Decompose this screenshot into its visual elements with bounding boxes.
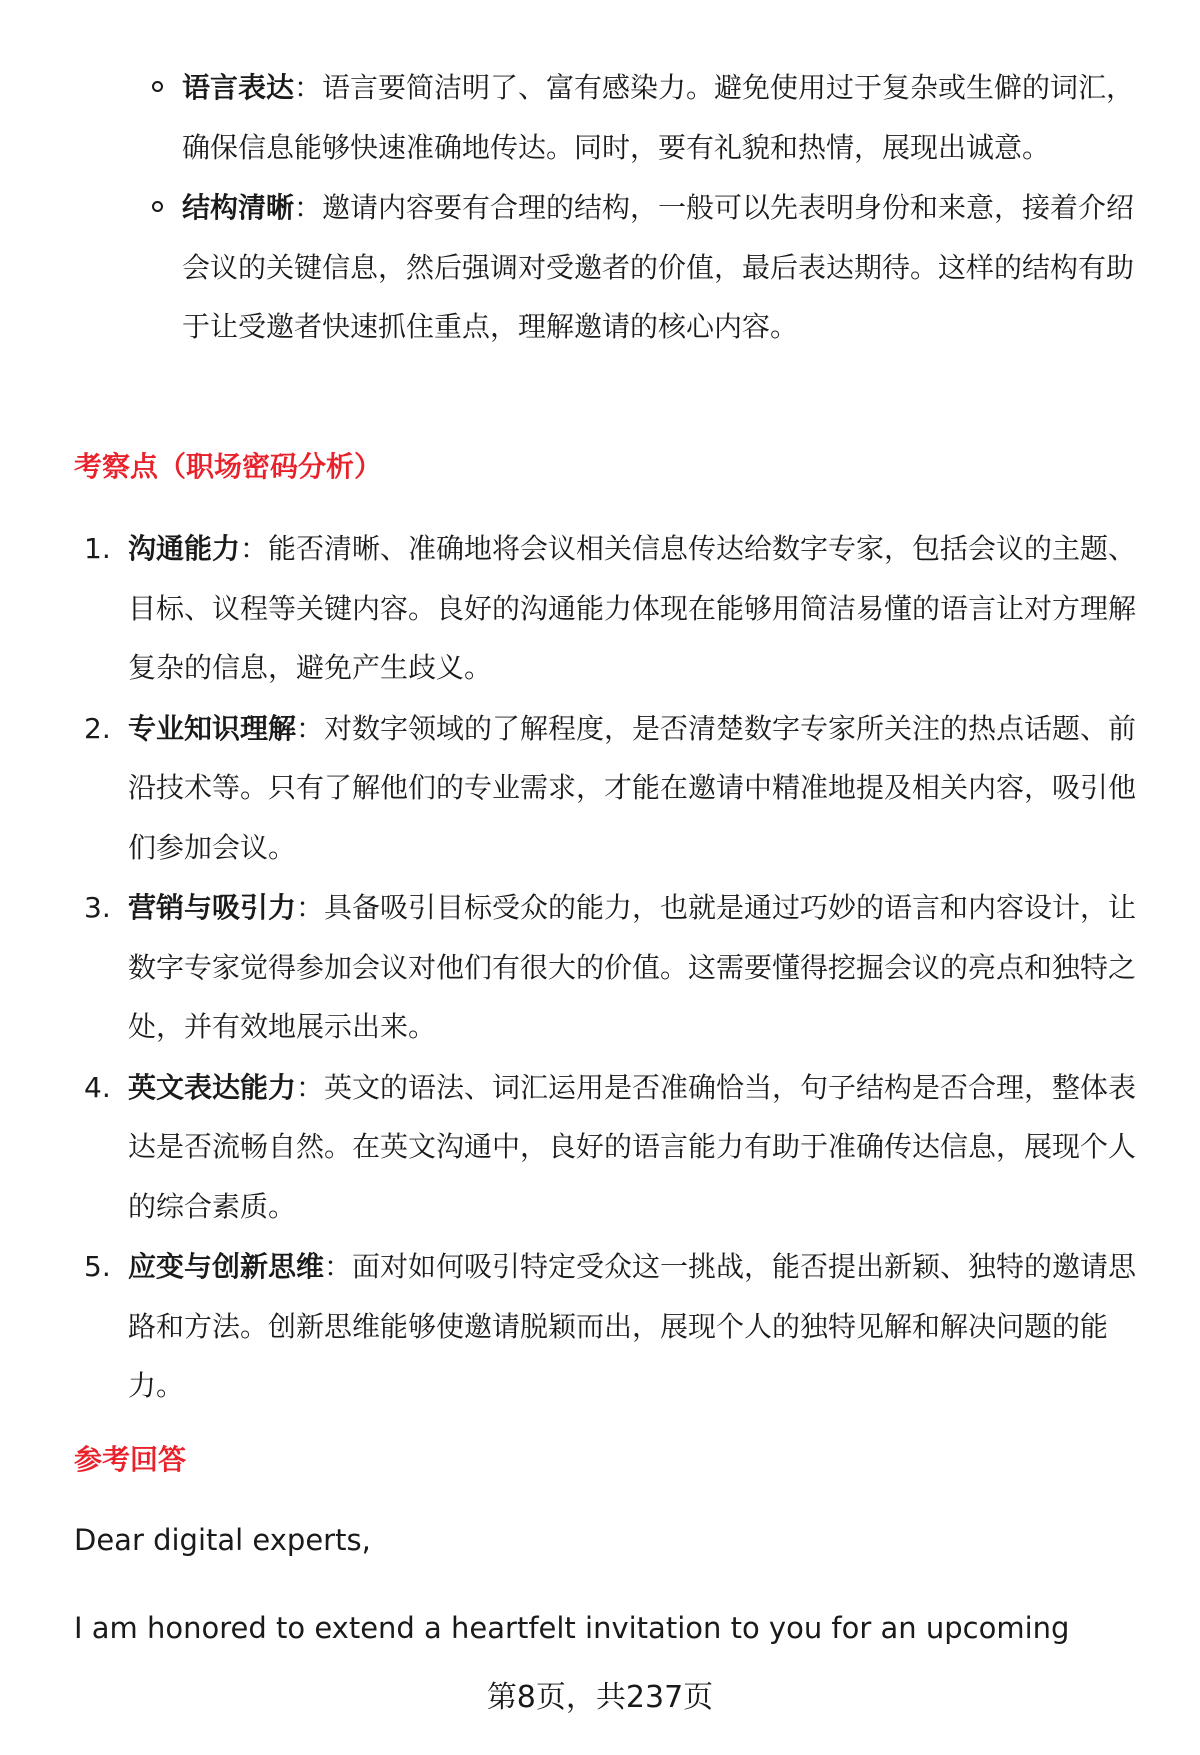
numbered-list [0,519,1200,1417]
list-item-body: 语言要简洁明了、富有感染力。避免使用过于复杂或生僻的词汇，确保信息能够快速准确地传达。同时，要有礼貌和热情，展现出诚意。 [182,71,1135,164]
sub-bullet-list [0,58,1200,358]
list-item-text [182,58,1140,177]
hollow-bullet-icon [152,81,163,92]
hollow-bullet-icon [152,201,163,212]
answer-greeting: Dear digital experts, [74,1523,371,1557]
list-item-title: 营销与吸引力 [128,891,297,924]
list-item-title: 应变与创新思维 [128,1250,325,1283]
list-number: 3. [84,891,111,924]
separator: ： [324,1250,353,1283]
answer-paragraph: I am honored to extend a heartfelt invitation to you for an upcoming [74,1611,1070,1645]
list-item [0,1237,1200,1416]
list-item [0,519,1200,698]
separator: ： [240,532,269,565]
list-number: 2. [84,711,111,745]
list-item-body: 具备吸引目标受众的能力，也就是通过巧妙的语言和内容设计，让数字专家觉得参加会议对他们有很大的价值。这需要懂得挖掘会议的亮点和独特之处，并有效地展示出来。 [128,891,1137,1043]
page-footer: 第8页，共237页 [486,1680,714,1715]
list-item-title: 结构清晰 [182,191,295,224]
list-number: 1. [84,532,111,565]
list-number: 5. [84,1250,111,1283]
separator: ： [294,191,323,224]
separator: ： [296,711,325,745]
list-item-text [128,878,1140,1057]
list-item-text [128,1058,1140,1237]
list-item-title: 英文表达能力 [128,1070,297,1104]
list-item-title: 专业知识理解 [128,711,297,745]
list-item-title: 语言表达 [182,71,295,104]
list-item [0,1058,1200,1237]
separator: ： [294,71,323,104]
list-item-text [128,699,1140,878]
separator: ： [296,891,325,924]
list-item-body: 对数字领域的了解程度，是否清楚数字专家所关注的热点话题、前沿技术等。只有了解他们的专业需求，才能在邀请中精准地提及相关内容，吸引他们参加会议。 [128,711,1137,864]
list-item-text [128,1237,1140,1416]
list-item-text [128,519,1140,698]
section-heading-analysis: 考察点（职场密码分析） [74,450,383,483]
list-item [0,878,1200,1057]
separator: ： [296,1070,325,1104]
list-item-title: 沟通能力 [128,532,241,565]
list-item [0,178,1200,357]
list-item [0,58,1200,177]
list-item-body: 邀请内容要有合理的结构，一般可以先表明身份和来意，接着介绍会议的关键信息，然后强调对受邀者的价值，最后表达期待。这样的结构有助于让受邀者快速抓住重点，理解邀请的核心内容。 [182,191,1135,343]
section-heading-reference-answer: 参考回答 [74,1443,187,1476]
list-item-text [182,178,1140,357]
list-item-body: 英文的语法、词汇运用是否准确恰当，句子结构是否合理，整体表达是否流畅自然。在英文沟通中，良好的语言能力有助于准确传达信息，展现个人的综合素质。 [128,1070,1137,1223]
list-item-body: 能否清晰、准确地将会议相关信息传达给数字专家，包括会议的主题、目标、议程等关键内容。良好的沟通能力体现在能够用简洁易懂的语言让对方理解复杂的信息，避免产生歧义。 [128,532,1137,684]
list-item [0,699,1200,878]
list-item-body: 面对如何吸引特定受众这一挑战，能否提出新颖、独特的邀请思路和方法。创新思维能够使邀请脱颖而出，展现个人的独特见解和解决问题的能力。 [128,1250,1137,1402]
list-number: 4. [84,1070,111,1104]
